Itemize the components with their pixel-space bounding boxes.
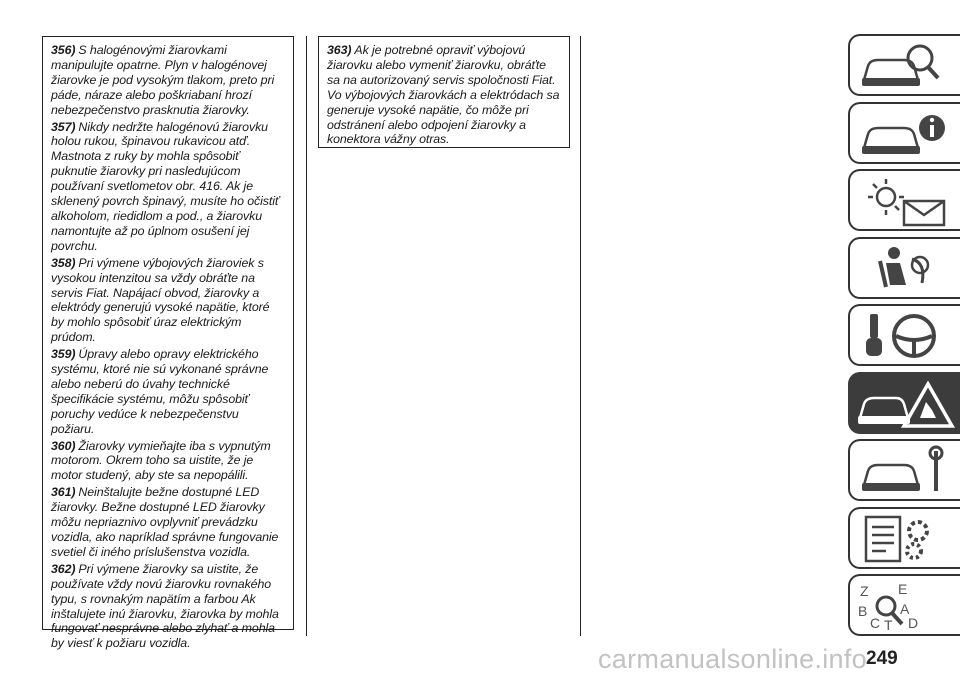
safety-note bbox=[51, 256, 285, 345]
tab-seat-airbag[interactable] bbox=[848, 237, 960, 299]
chapter-tabs bbox=[848, 34, 960, 642]
note-text: Ak je potrebné opraviť výbojovú žiarovku alebo vymeniť žiarovku, obráťte sa na autorizovaný servis spoločnosti Fiat. Vo výbojových žiarovkách a elektródach sa generuje vysoké napätie, čo môže pri odstránení alebo odpojení žiarovky a konektora vážny otras. bbox=[327, 43, 560, 147]
car-wrench-icon bbox=[856, 445, 956, 497]
safety-note bbox=[51, 485, 285, 560]
note-text: Úpravy alebo opravy elektrického systému, ktoré nie sú vykonané správne alebo neberú do úvahy technické špecifikácie systému, môžu spôsobiť poruchy vedúce k nebezpečenstvu požiaru. bbox=[51, 347, 269, 436]
alphabet-index-icon bbox=[856, 580, 956, 632]
note-number: 361) bbox=[51, 485, 76, 500]
safety-note bbox=[51, 562, 285, 651]
note-text: Pri výmene výbojových žiaroviek s vysokou intenzitou sa vždy obráťte na servis Fiat. Napájací obvod, žiarovky a elektródy generujú vysoké napätie, ktoré by mohlo spôsobiť úraz elektrickým prúdom. bbox=[51, 255, 270, 345]
page-number: 249 bbox=[866, 648, 898, 669]
note-number: 359) bbox=[51, 347, 76, 362]
note-text: Neinštalujte bežne dostupné LED žiarovky. Bežne dostupné LED žiarovky môžu nepriaznivo ovplyvniť prevádzku vozidla, ako napríklad správne fungovanie svetiel či iného príslušenstva vozidla. bbox=[51, 485, 279, 559]
car-info-icon bbox=[856, 108, 956, 160]
note-number: 362) bbox=[51, 561, 76, 576]
svg-text:B: B bbox=[858, 603, 868, 619]
note-text: Pri výmene žiarovky sa uistite, že používate vždy novú žiarovku rovnakého typu, s rovnakým napätím a farbou Ak inštalujete inú žiarovku, žiarovka by mohla fungovať nesprávne alebo zlyhať a mohla by viesť k požiaru vozidla. bbox=[51, 561, 279, 651]
note-text: Nikdy nedržte halogénovú žiarovku holou rukou, špinavou rukavicou atď. Mastnota z ruky by mohla spôsobiť puknutie žiarovky pri nasledujúcom používaní svetlometov obr. 416. Ak je sklenený povrch špinavý, musíte ho očistiť alkoholom, riedidlom a pod., a žiarovku namontujte až po úplnom osušení jej povrchu. bbox=[51, 119, 280, 253]
tab-car-info[interactable] bbox=[848, 102, 960, 164]
tab-car-search[interactable] bbox=[848, 34, 960, 96]
svg-text:C: C bbox=[870, 615, 881, 631]
safety-note bbox=[51, 120, 285, 254]
key-steering-wheel-icon bbox=[856, 310, 956, 362]
list-gears-icon bbox=[856, 513, 956, 565]
warning-box-left bbox=[42, 36, 294, 651]
seat-airbag-icon bbox=[856, 243, 956, 295]
tab-specifications[interactable] bbox=[848, 507, 960, 569]
tab-warning-lights[interactable] bbox=[848, 169, 960, 231]
note-text: S halogénovými žiarovkami manipulujte opatrne. Plyn v halogénovej žiarovke je pod vysokým tlakom, preto pri páde, náraze alebo poškriabaní hrozí nebezpečenstvo prasknutia žiarovky. bbox=[51, 43, 275, 117]
note-number: 356) bbox=[51, 43, 76, 57]
tab-car-service[interactable] bbox=[848, 439, 960, 501]
svg-text:T: T bbox=[884, 617, 893, 632]
tab-alphabetical-index[interactable] bbox=[848, 574, 960, 636]
tab-key-steering[interactable] bbox=[848, 304, 960, 366]
svg-text:A: A bbox=[900, 601, 910, 617]
svg-text:D: D bbox=[908, 615, 919, 631]
safety-note bbox=[327, 43, 561, 147]
car-search-icon bbox=[856, 40, 956, 92]
safety-note bbox=[51, 43, 285, 118]
svg-text:E: E bbox=[898, 581, 908, 597]
warning-lights-mail-icon bbox=[856, 175, 956, 227]
note-number: 357) bbox=[51, 119, 76, 134]
watermark: carmanualsonline.info bbox=[598, 644, 867, 674]
note-number: 363) bbox=[327, 43, 352, 57]
column-divider bbox=[306, 36, 307, 636]
car-crash-warning-icon bbox=[856, 378, 956, 430]
note-text: Žiarovky vymieňajte iba s vypnutým motorom. Okrem toho sa uistite, že je motor studený, aby ste sa nepopálili. bbox=[51, 438, 271, 483]
safety-note bbox=[51, 347, 285, 436]
svg-text:Z: Z bbox=[860, 583, 869, 599]
warning-box-right bbox=[318, 36, 570, 148]
note-number: 360) bbox=[51, 438, 76, 453]
safety-note bbox=[51, 439, 285, 484]
note-number: 358) bbox=[51, 255, 76, 270]
column-divider bbox=[580, 36, 581, 636]
tab-car-crash-warning[interactable] bbox=[848, 372, 960, 434]
